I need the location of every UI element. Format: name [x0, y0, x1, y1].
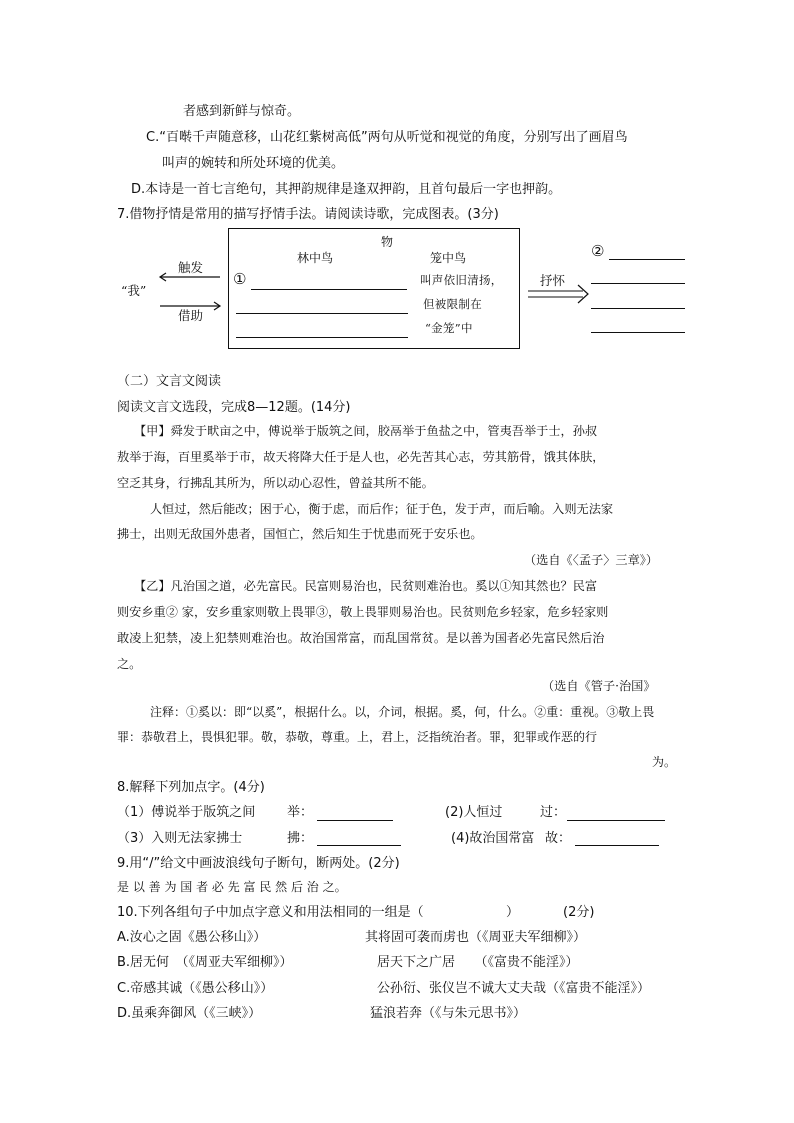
- yi-l2: 则安乡重② 家，安乡重家则敬上畏罪③，敬上畏罪则易治也。民贫则危乡轻家，危乡轻家则: [117, 605, 609, 619]
- section2-intro: 阅读文言文选段，完成8—12题。(14分): [117, 400, 351, 415]
- q8-item2-key: 过：: [540, 805, 567, 820]
- q7-stem: 7.借物抒情是常用的描写抒情手法。请阅读诗歌，完成图表。(3分): [117, 207, 499, 222]
- q8-item4: (4)故治国常富: [451, 831, 535, 846]
- blank-2-line-c[interactable]: [591, 308, 685, 309]
- notes-l2: 罪：恭敬君上，畏惧犯罪。敬，恭敬，尊重。上，君上，泛指统治者。罪，犯罪或作恶的行: [117, 730, 598, 744]
- q10-option-c-left: C.帝感其诚（《愚公移山》）: [117, 981, 274, 996]
- q6-option-c-line2: 叫声的婉转和所处环境的优美。: [162, 156, 345, 171]
- q8-item4-blank[interactable]: [575, 845, 659, 846]
- q8-item1-blank[interactable]: [317, 820, 393, 821]
- q10-option-a-right: 其将固可袭而虏也（《周亚夫军细柳》）: [365, 930, 587, 945]
- yi-l4: 之。: [117, 657, 142, 671]
- jia-p1-l2: 敖举于海，百里奚举于市，故天将降大任于是人也，必先苦其心志，劳其筋骨，饿其体肤，: [117, 450, 605, 464]
- q8-item2-blank[interactable]: [567, 820, 665, 821]
- caged-bird-desc-2: 但被限制在: [423, 297, 482, 311]
- q8-item2: (2)人恒过: [445, 805, 503, 820]
- jia-p1-l3: 空乏其身，行拂乱其所为，所以动心忍性，曾益其所不能。: [117, 476, 434, 490]
- yi-l3: 敢凌上犯禁，凌上犯禁则难治也。故治国常富，而乱国常贫。是以善为国者必先富民然后治: [117, 631, 605, 645]
- q8-item3: （3）入则无法家拂士: [117, 831, 243, 846]
- yi-source: （选自《管子·治国》: [542, 679, 656, 693]
- jia-p1-l1: 【甲】舜发于畎亩之中，傅说举于版筑之间，胶鬲举于鱼盐之中，管夷吾举于士，孙叔: [134, 424, 598, 438]
- q10-score: (2分): [563, 905, 595, 920]
- q10-paren-close: ）: [506, 905, 520, 920]
- q9-stem: 9.用“/”给文中画波浪线句子断句，断两处。(2分): [117, 856, 400, 871]
- forest-bird-label: 林中鸟: [297, 251, 334, 265]
- trigger-label: 触发: [178, 260, 204, 275]
- q10-option-d-right: 猛浪若奔（《与朱元思书》）: [370, 1006, 527, 1021]
- notes-l1: 注释：①奚以：即“以奚”，根据什么。以，介词，根据。奚，何，什么。②重：重视。③敬上畏: [150, 705, 655, 719]
- q9-sentence: 是 以 善 为 国 者 必 先 富 民 然 后 治 之。: [117, 880, 347, 894]
- q6-b-continuation: 者感到新鲜与惊奇。: [183, 104, 301, 119]
- q8-item4-key: 故：: [545, 831, 572, 846]
- blank-2-line-d[interactable]: [591, 332, 685, 333]
- q10-option-c-right: 公孙衍、张仪岂不诚大丈夫哉（《富贵不能淫》）: [377, 981, 651, 996]
- blank-2-marker: ②: [591, 242, 605, 260]
- section2-heading: （二）文言文阅读: [117, 374, 222, 389]
- blank-1-marker: ①: [233, 270, 247, 288]
- q10-option-d-left: D.虽乘奔御风（《三峡》）: [117, 1006, 262, 1021]
- q8-item3-key: 拂：: [287, 831, 314, 846]
- express-arrow-head: [578, 285, 588, 303]
- caged-bird-desc-3: “金笼”中: [425, 321, 473, 335]
- caged-bird-label: 笼中鸟: [430, 251, 467, 265]
- jia-source: （选自《〈孟子〉三章》）: [524, 553, 659, 567]
- q8-stem: 8.解释下列加点字。(4分): [117, 780, 265, 795]
- q8-item3-blank[interactable]: [317, 845, 401, 846]
- q10-option-b-right: 居天下之广居 （《富贵不能淫》）: [377, 955, 579, 970]
- notes-l3: 为。: [652, 755, 677, 769]
- q8-item1: （1）傅说举于版筑之间: [117, 805, 256, 820]
- yi-l1: 【乙】凡治国之道，必先富民。民富则易治也，民贫则难治也。奚以①知其然也？民富: [134, 579, 598, 593]
- borrow-label: 借助: [178, 308, 204, 323]
- q10-option-b-left: B.居无何 （《周亚夫军细柳》）: [117, 955, 293, 970]
- diagram-arrows: [0, 0, 794, 400]
- q8-item1-key: 举：: [287, 805, 314, 820]
- me-label: “我”: [121, 283, 147, 298]
- q10-stem: 10.下列各组句子中加点字意义和用法相同的一组是（: [117, 905, 424, 920]
- blank-2-line-b[interactable]: [591, 283, 685, 284]
- q10-option-a-left: A.汝心之固《愚公移山》）: [117, 930, 267, 945]
- jia-p2-l1: 人恒过，然后能改；困于心，衡于虑，而后作；征于色，发于声，而后喻。入则无法家: [150, 502, 614, 516]
- q6-option-d: D.本诗是一首七言绝句，其押韵规律是逢双押韵，且首句最后一字也押韵。: [131, 182, 562, 197]
- express-label: 抒怀: [540, 273, 566, 288]
- jia-p2-l2: 拂士，出则无敌国外患者，国恒亡，然后知生于忧患而死于安乐也。: [117, 527, 483, 541]
- caged-bird-desc-1: 叫声依旧清扬，: [420, 273, 503, 287]
- blank-2-line-a[interactable]: [609, 259, 685, 260]
- object-label: 物: [381, 235, 394, 249]
- q6-option-c-line1: C.“百啭千声随意移，山花红紫树高低”两句从听觉和视觉的角度，分别写出了画眉鸟: [146, 130, 628, 145]
